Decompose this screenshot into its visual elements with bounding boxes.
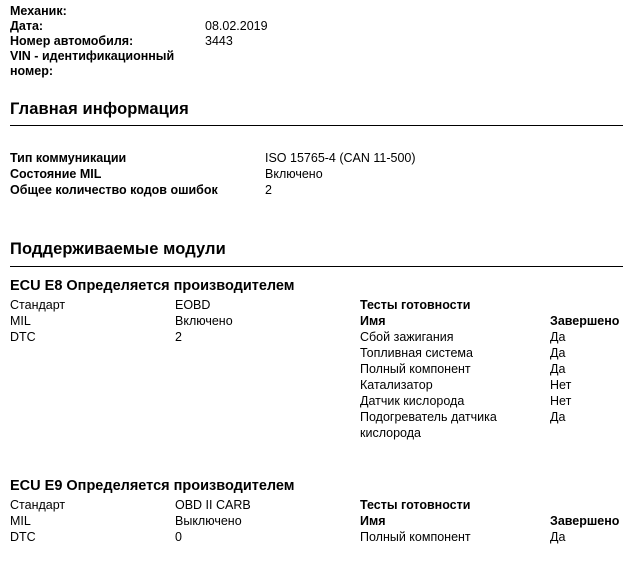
readiness-test-status: Да	[550, 362, 566, 376]
readiness-row	[360, 345, 623, 361]
ecu-value-standard: OBD II CARB	[175, 498, 251, 512]
ecu-readiness-e8	[360, 297, 623, 441]
readiness-test-status: Да	[550, 346, 566, 360]
ecu-block-e9	[10, 478, 623, 545]
ecu-value-dtc: 2	[175, 330, 182, 344]
header-label-mechanic: Механик:	[10, 4, 67, 18]
readiness-row	[360, 409, 623, 441]
ecu-row-mil	[10, 313, 360, 329]
ecu-body-e8	[10, 297, 623, 441]
main-info-label-dtc-count: Общее количество кодов ошибок	[10, 183, 218, 197]
main-info-value-mil: Включено	[265, 167, 323, 181]
header-value-vehicle-number: 3443	[205, 34, 233, 48]
ecu-body-e9	[10, 497, 623, 545]
main-info-row-communication	[10, 150, 623, 166]
readiness-row	[360, 529, 623, 545]
header-row-vin	[10, 49, 623, 79]
readiness-header-status: Завершено	[550, 514, 620, 528]
ecu-params-e9	[10, 497, 360, 545]
ecu-value-mil: Выключено	[175, 514, 242, 528]
ecu-label-mil: MIL	[10, 314, 31, 328]
readiness-test-status: Да	[550, 530, 566, 544]
readiness-tests-title: Тесты готовности	[360, 498, 471, 512]
header-label-vin: VIN - идентификационный номер:	[10, 49, 175, 78]
ecu-row-standard	[10, 497, 360, 513]
readiness-test-status: Да	[550, 410, 566, 424]
ecu-row-mil	[10, 513, 360, 529]
ecu-row-dtc	[10, 329, 360, 345]
readiness-header-name: Имя	[360, 514, 386, 528]
header-label-date: Дата:	[10, 19, 44, 33]
readiness-test-status: Нет	[550, 394, 572, 408]
main-info-label-mil: Состояние MIL	[10, 167, 102, 181]
ecu-label-dtc: DTC	[10, 530, 36, 544]
readiness-tests-title: Тесты готовности	[360, 298, 471, 312]
ecu-label-standard: Стандарт	[10, 498, 66, 512]
main-info-label-communication: Тип коммуникации	[10, 151, 127, 165]
ecu-value-dtc: 0	[175, 530, 182, 544]
readiness-row	[360, 377, 623, 393]
main-info-table	[10, 150, 623, 198]
readiness-header-name: Имя	[360, 314, 386, 328]
main-info-row-dtc-count	[10, 182, 623, 198]
readiness-row	[360, 329, 623, 345]
ecu-value-standard: EOBD	[175, 298, 211, 312]
ecu-label-standard: Стандарт	[10, 298, 66, 312]
main-info-row-mil	[10, 166, 623, 182]
header-row-mechanic	[10, 4, 623, 19]
readiness-header-row	[360, 513, 623, 529]
vehicle-header-block	[10, 4, 623, 79]
ecu-title-e9: ECU E9 Определяется производителем	[10, 478, 295, 494]
readiness-header-row	[360, 313, 623, 329]
readiness-test-status: Нет	[550, 378, 572, 392]
readiness-test-name: Полный компонент	[360, 530, 471, 544]
supported-modules-title: Поддерживаемые модули	[10, 240, 226, 258]
ecu-label-dtc: DTC	[10, 330, 36, 344]
readiness-test-name: Сбой зажигания	[360, 330, 454, 344]
ecu-block-e8	[10, 278, 623, 441]
header-label-vehicle-number: Номер автомобиля:	[10, 34, 134, 48]
ecu-title-e8: ECU E8 Определяется производителем	[10, 278, 295, 294]
main-info-title: Главная информация	[10, 100, 189, 118]
header-row-date	[10, 19, 623, 34]
ecu-value-mil: Включено	[175, 314, 233, 328]
main-info-divider	[10, 125, 623, 126]
readiness-test-name: Подогреватель датчика кислорода	[360, 410, 497, 440]
ecu-row-dtc	[10, 529, 360, 545]
main-info-value-dtc-count: 2	[265, 183, 272, 197]
header-row-vehicle-number	[10, 34, 623, 49]
ecu-params-e8	[10, 297, 360, 441]
header-value-date: 08.02.2019	[205, 19, 268, 33]
readiness-test-name: Полный компонент	[360, 362, 471, 376]
ecu-label-mil: MIL	[10, 514, 31, 528]
readiness-test-status: Да	[550, 330, 566, 344]
readiness-test-name: Катализатор	[360, 378, 433, 392]
ecu-readiness-e9	[360, 497, 623, 545]
main-info-value-communication: ISO 15765-4 (CAN 11-500)	[265, 151, 416, 165]
readiness-row	[360, 361, 623, 377]
readiness-test-name: Топливная система	[360, 346, 473, 360]
readiness-test-name: Датчик кислорода	[360, 394, 465, 408]
readiness-header-status: Завершено	[550, 314, 620, 328]
readiness-row	[360, 393, 623, 409]
ecu-row-standard	[10, 297, 360, 313]
supported-modules-divider	[10, 266, 623, 267]
